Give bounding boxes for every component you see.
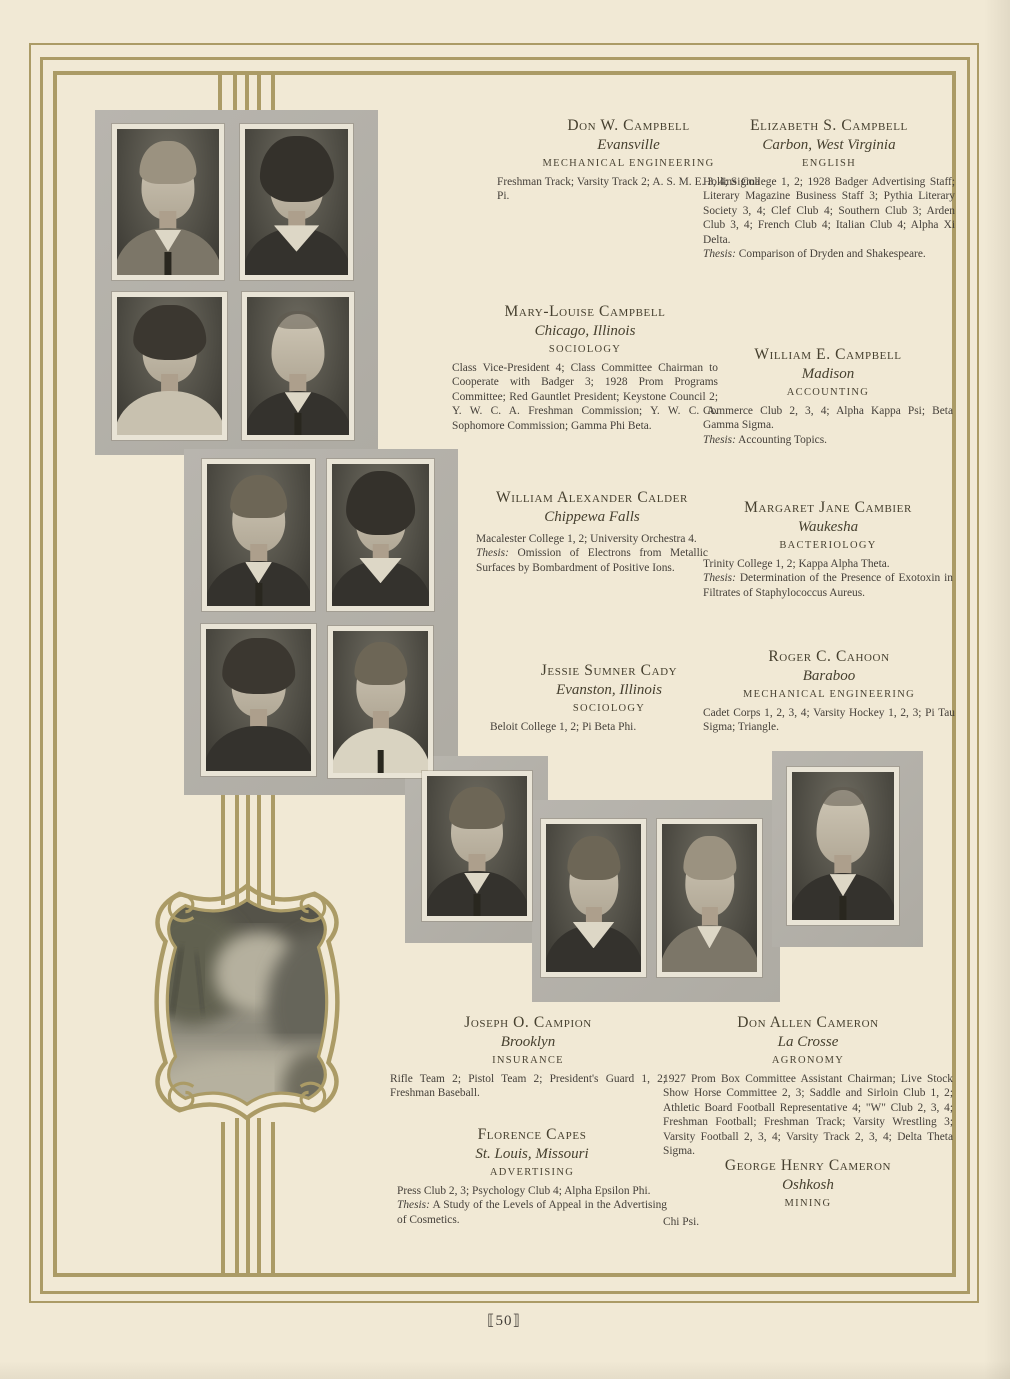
student-hometown: Madison <box>801 365 855 382</box>
ornamental-frame <box>98 856 396 1148</box>
scan-edge-shadow <box>0 1361 1010 1379</box>
student-thesis: Thesis: A Study of the Levels of Appeal in the Advertising of Cosmetics. <box>397 1199 667 1226</box>
student-name: Mary-Louise Campbell <box>504 303 666 320</box>
student-major: ADVERTISING <box>489 1166 575 1178</box>
portrait-photo <box>541 819 646 977</box>
student-thesis: Thesis: Comparison of Dryden and Shakespeare. <box>703 248 926 261</box>
student-activities: 1927 Prom Box Committee Assistant Chairman; Live Stock Show Horse Committee 2, 3; Saddle and Sirloin Club 1, 2; Athletic Board Football Representative 4; "W" Club 2, 3, 4; Freshman Football; Freshman Track; Varsity Wrestling 3; Varsity Football 2, 3, 4; Varsity Track 2, 3, 4; Delta Theta Sigma. <box>663 1072 953 1158</box>
student-major: AGRONOMY <box>771 1054 845 1066</box>
student-entry <box>397 1126 667 1227</box>
student-major: ACCOUNTING <box>786 386 870 398</box>
student-hometown: Baraboo <box>802 667 856 684</box>
student-entry <box>703 499 953 600</box>
student-activities: Class Vice-President 4; Class Committee Chairman to Cooperate with Badger 3; 1928 Prom Programs Committee; Red Gauntlet President; Keystone Council 2; Y. W. C. A. Freshman Commission; Y. W. C. A. Sophomore Commission; Gamma Phi Beta. <box>452 361 718 432</box>
student-activities: Macalester College 1, 2; University Orchestra 4. <box>476 532 697 545</box>
student-major: INSURANCE <box>492 1054 564 1066</box>
student-hometown: Evanston, Illinois <box>556 681 662 698</box>
student-name: Don Allen Cameron <box>737 1014 879 1031</box>
student-hometown: La Crosse <box>777 1033 839 1050</box>
portrait-photo <box>112 124 224 280</box>
portrait-photo <box>242 292 354 440</box>
student-major: MECHANICAL ENGINEERING <box>542 157 715 169</box>
student-hometown: Waukesha <box>797 518 859 535</box>
student-entry <box>490 662 728 734</box>
student-entry <box>476 489 708 575</box>
student-entry <box>663 1157 953 1229</box>
student-activities: Trinity College 1, 2; Kappa Alpha Theta. <box>703 557 890 570</box>
student-hometown: Chicago, Illinois <box>534 322 636 339</box>
student-activities: Freshman Track; Varsity Track 2; A. S. M. E. 3, 4; Sigma Pi. <box>497 175 760 203</box>
portrait-photo <box>202 459 315 611</box>
student-hometown: St. Louis, Missouri <box>475 1145 589 1162</box>
portrait-photo <box>328 626 433 778</box>
student-hometown: Brooklyn <box>500 1033 556 1050</box>
student-entry <box>390 1014 666 1101</box>
student-entry <box>452 303 718 433</box>
student-activities: Beloit College 1, 2; Pi Beta Phi. <box>490 720 637 733</box>
portrait-photo <box>787 767 899 925</box>
student-hometown: Carbon, West Virginia <box>762 136 896 153</box>
student-major: MINING <box>784 1197 832 1209</box>
scan-edge-shadow <box>984 0 1010 1379</box>
student-activities: Hollins College 1, 2; 1928 Badger Advertising Staff; Literary Magazine Business Staff 3; Pythia Literary Society 3, 4; Clef Club 4; Southern Club 3; Arden Club 3, 4; French Club 4; Italian Club 4; Alpha Xi Delta. <box>703 175 955 246</box>
student-name: Margaret Jane Cambier <box>744 499 912 516</box>
portrait-photo <box>327 459 434 611</box>
student-activities: Rifle Team 2; Pistol Team 2; President's Guard 1, 2; Freshman Baseball. <box>390 1072 666 1100</box>
student-hometown: Evansville <box>597 136 660 153</box>
student-name: George Henry Cameron <box>724 1157 892 1174</box>
student-activities: Commerce Club 2, 3, 4; Alpha Kappa Psi; Beta Gamma Sigma. <box>703 404 953 432</box>
student-thesis: Thesis: Determination of the Presence of Exotoxin in Filtrates of Staphylococcus Aureus. <box>703 572 953 599</box>
student-activities: Chi Psi. <box>663 1215 700 1228</box>
student-entry <box>663 1014 953 1159</box>
landscape-photo <box>98 856 396 1148</box>
student-hometown: Oshkosh <box>782 1176 834 1193</box>
student-major: SOCIOLOGY <box>548 343 622 355</box>
student-activities: Cadet Corps 1, 2, 3, 4; Varsity Hockey 1, 2, 3; Pi Tau Sigma; Triangle. <box>703 706 955 734</box>
student-hometown: Chippewa Falls <box>544 508 640 525</box>
portrait-photo <box>240 124 353 280</box>
student-major: BACTERIOLOGY <box>779 539 877 551</box>
student-name: Don W. Campbell <box>567 117 690 134</box>
student-major: MECHANICAL ENGINEERING <box>743 688 915 700</box>
student-name: William E. Campbell <box>754 346 902 363</box>
student-name: Roger C. Cahoon <box>768 648 890 665</box>
student-major: ENGLISH <box>801 157 856 169</box>
portrait-photo <box>657 819 762 977</box>
student-thesis: Thesis: Omission of Electrons from Metallic Surfaces by Bombardment of Positive Ions. <box>476 547 708 574</box>
portrait-photo <box>112 292 227 440</box>
page-number: ⟦50⟧ <box>487 1313 521 1329</box>
student-activities: Press Club 2, 3; Psychology Club 4; Alpha Epsilon Phi. <box>397 1184 651 1197</box>
student-entry <box>703 648 955 735</box>
student-entry <box>703 117 955 262</box>
student-name: Jessie Sumner Cady <box>540 662 678 679</box>
student-thesis: Thesis: Accounting Topics. <box>703 433 827 446</box>
portrait-photo <box>422 771 532 921</box>
student-entry <box>703 346 953 447</box>
student-name: Florence Capes <box>477 1126 587 1143</box>
student-name: William Alexander Calder <box>496 489 688 506</box>
student-name: Joseph O. Campion <box>464 1014 592 1031</box>
student-major: SOCIOLOGY <box>572 702 646 714</box>
student-name: Elizabeth S. Campbell <box>750 117 908 134</box>
portrait-photo <box>201 624 316 776</box>
